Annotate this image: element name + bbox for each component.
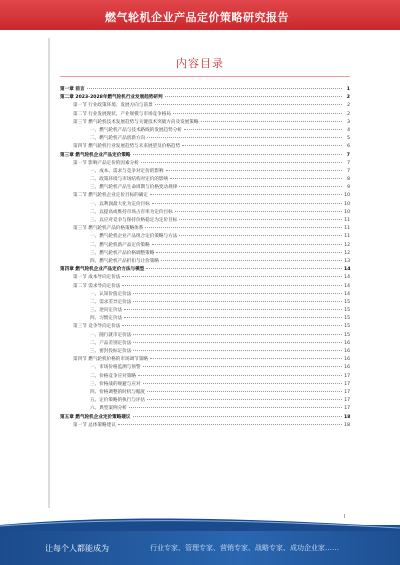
toc-entry-text: 一、认知价值定价法	[90, 291, 132, 297]
toc-entry-page: 4	[347, 127, 350, 133]
toc-entry-page: 1	[346, 87, 350, 92]
toc-entry-page: 7	[347, 168, 350, 174]
toc-leader-dots	[122, 325, 342, 326]
toc-entry[interactable]	[60, 381, 350, 389]
toc-leader-dots	[133, 293, 342, 294]
toc-entry-text: 第三章 燃气轮机企业产品定价策略	[60, 152, 131, 158]
toc-entry-page: 13	[344, 258, 350, 264]
toc-entry-text: 二、燃气轮机产品创新方向	[90, 136, 146, 142]
toc-leader-dots	[150, 194, 342, 195]
toc-entry[interactable]	[60, 160, 350, 168]
toc-leader-dots	[122, 276, 342, 277]
toc-entry-page: 12	[344, 250, 350, 256]
toc-entry-text: 四、燃气轮机产品折扣与让价策略	[90, 258, 159, 264]
toc-entry[interactable]	[60, 209, 350, 217]
toc-entry-page: 2	[347, 103, 350, 109]
toc-leader-dots	[143, 383, 342, 384]
toc-entry[interactable]	[60, 340, 350, 348]
footer-slogan: 让每个人都能成为	[45, 544, 109, 553]
toc-leader-dots	[124, 317, 342, 318]
toc-entry-text: 一、燃气轮机产品与技术路线的发展趋势分析	[90, 127, 182, 133]
toc-entry-text: 六、典型案例分析	[90, 406, 127, 412]
toc-leader-dots	[179, 186, 342, 187]
toc-entry-text: 三、密封投标定价法	[90, 349, 132, 354]
toc-entry-text: 三、逆向定价法	[90, 308, 123, 314]
toc-entry[interactable]	[60, 143, 350, 151]
toc-entry[interactable]	[60, 119, 350, 127]
toc-leader-dots	[152, 244, 342, 245]
toc-leader-dots	[150, 358, 342, 359]
toc-leader-dots	[147, 399, 342, 400]
toc-entry-text: 二、产品差别定价法	[90, 340, 132, 346]
toc-entry[interactable]	[60, 356, 350, 364]
toc-entry-page: 10	[344, 193, 350, 199]
page-number: I	[344, 514, 346, 520]
toc-entry-page: 15	[344, 316, 350, 322]
toc-entry-text: 第一节 总体策略建议	[73, 422, 116, 428]
toc-entry-page: 10	[344, 201, 350, 207]
toc-entry-page: 11	[344, 234, 350, 240]
toc-entry-page: 10	[344, 209, 350, 215]
toc-leader-dots	[133, 154, 342, 155]
toc-leader-dots	[129, 407, 342, 408]
toc-leader-dots	[175, 211, 342, 212]
toc-entry[interactable]	[60, 192, 350, 200]
toc-entry-page: 18	[344, 414, 351, 420]
toc-leader-dots	[138, 375, 342, 376]
toc-entry[interactable]	[60, 274, 350, 282]
toc-entry-page: 16	[344, 365, 350, 371]
toc-entry-text: 二、价格竞争应对策略	[90, 373, 136, 379]
toc-heading-rule	[60, 76, 350, 77]
toc-entry-text: 一、随行就市定价法	[90, 332, 132, 338]
toc-heading: 内容目录	[176, 57, 224, 70]
toc-leader-dots	[184, 129, 342, 130]
toc-entry-page: 17	[344, 373, 350, 379]
toc-entry-text: 第二节 行业发展现状、产业规模与市场竞争格局	[73, 111, 171, 117]
toc-leader-dots	[165, 96, 342, 97]
toc-leader-dots	[179, 219, 342, 220]
toc-leader-dots	[146, 268, 342, 269]
toc-entry-page: 18	[344, 422, 350, 428]
toc-entry-text: 三、价格战的规避与应对	[90, 381, 141, 387]
toc-entry[interactable]	[60, 135, 350, 143]
toc-leader-dots	[155, 104, 342, 105]
toc-entry-page: 11	[344, 218, 350, 223]
toc-entry[interactable]	[60, 315, 350, 323]
toc-entry[interactable]	[60, 176, 350, 184]
toc-entry-text: 五、定价策略的执行与评估	[90, 398, 146, 404]
toc-entry-text: 三、燃气轮机产品价格调整策略	[90, 250, 155, 256]
toc-entry-text: 一、燃气轮机企业产品组合定价策略与方法	[90, 234, 178, 240]
toc-leader-dots	[133, 301, 342, 302]
toc-entry[interactable]	[60, 414, 350, 422]
toc-entry-page: 8	[347, 177, 350, 183]
toc-entry-page: 14	[344, 275, 350, 281]
toc-entry-page: 15	[344, 324, 350, 330]
toc-entry-text: 四、习惯定价法	[90, 316, 123, 322]
toc-leader-dots	[133, 342, 342, 343]
toc-leader-dots	[145, 227, 342, 228]
toc-entry[interactable]	[60, 332, 350, 340]
toc-entry-page: 14	[344, 283, 350, 289]
toc-entry-text: 第五章 燃气轮机企业定价策略建议	[60, 414, 131, 420]
toc-entry-page: 17	[344, 398, 350, 404]
toc-entry[interactable]	[60, 373, 350, 381]
toc-entry-page: 6	[347, 144, 350, 150]
toc-entry[interactable]	[60, 405, 350, 413]
footer-wave	[0, 517, 400, 531]
toc-leader-dots	[147, 137, 342, 138]
toc-entry[interactable]	[60, 323, 350, 331]
toc-entry-page: 12	[344, 242, 350, 248]
toc-leader-dots	[122, 285, 342, 286]
toc-entry[interactable]	[60, 225, 350, 233]
toc-entry-text: 三、燃气轮机产品生命周期与价格变动规律	[90, 185, 178, 191]
toc-entry[interactable]	[60, 364, 350, 372]
toc-entry[interactable]	[60, 168, 350, 176]
toc-entry-page: 17	[344, 389, 350, 395]
toc-entry-text: 第一节 成本导向定价法	[73, 275, 121, 281]
toc-entry-text: 第二节 燃气轮机企业定价目标的确定	[73, 193, 148, 199]
toc-entry-page: 15	[344, 299, 350, 305]
toc-leader-dots	[201, 121, 343, 122]
toc-entry-text: 第一章 前言	[60, 87, 85, 92]
toc-entry[interactable]	[60, 201, 350, 209]
toc-leader-dots	[118, 424, 342, 425]
toc-entry-page: 16	[344, 340, 350, 346]
toc-entry[interactable]	[60, 291, 350, 299]
toc-entry[interactable]	[60, 217, 350, 225]
footer-roles: 行业专家、管理专家、营销专家、战略专家、成功企业家……	[150, 544, 339, 552]
toc-leader-dots	[161, 260, 342, 261]
toc-entry-page: 15	[344, 332, 350, 338]
toc-entry-text: 二、燃气轮机新产品定价策略	[90, 242, 150, 248]
toc-leader-dots	[141, 162, 342, 163]
toc-entry-page: 5	[347, 136, 350, 142]
toc-entry-text: 第三节 燃气轮机产品价格策略体系	[73, 226, 144, 232]
footer-banner	[0, 525, 400, 565]
toc-entry-text: 一、以利润最大化为定价目标	[90, 201, 150, 207]
toc-entry-text: 一、市场价格监测与预警	[90, 365, 141, 371]
toc-entry-page: 7	[346, 152, 350, 158]
toc-entry[interactable]	[60, 184, 350, 192]
table-of-contents	[60, 86, 350, 430]
toc-leader-dots	[173, 113, 342, 114]
toc-entry[interactable]	[60, 266, 350, 274]
toc-entry-page: 9	[347, 185, 350, 191]
toc-entry[interactable]	[60, 250, 350, 258]
toc-leader-dots	[182, 145, 342, 146]
toc-entry-page: 17	[344, 406, 350, 412]
toc-entry[interactable]	[60, 242, 350, 250]
toc-leader-dots	[166, 170, 342, 171]
toc-leader-dots	[133, 416, 342, 417]
toc-entry-text: 第一节 影响产品定价的因素分析	[73, 160, 139, 166]
side-divider	[48, 38, 50, 508]
toc-entry[interactable]	[60, 299, 350, 307]
toc-entry[interactable]	[60, 422, 350, 430]
toc-entry-text: 第四节 燃气轮机行业发展趋势与未来展望及价格趋势	[73, 144, 181, 150]
toc-entry-page: 14	[344, 291, 350, 297]
toc-entry-text: 第二章 2023-2028年燃气轮机行业发展趋势研判	[60, 95, 163, 101]
toc-entry[interactable]	[60, 152, 350, 160]
toc-entry-page: 2	[346, 95, 350, 101]
toc-entry[interactable]	[60, 389, 350, 397]
toc-entry-page: 16	[344, 357, 350, 363]
report-title: 燃气轮机企业产品定价策略研究报告	[105, 11, 289, 24]
toc-entry[interactable]	[60, 307, 350, 315]
toc-entry-text: 三、以应对竞争与保持价格稳定为定价目标	[90, 218, 178, 223]
toc-entry-text: 第三节 竞争导向定价法	[73, 324, 121, 330]
toc-entry-text: 二、需求差异定价法	[90, 299, 132, 305]
toc-leader-dots	[124, 309, 342, 310]
toc-leader-dots	[179, 235, 342, 236]
header-banner	[0, 0, 400, 30]
toc-leader-dots	[143, 366, 342, 367]
toc-entry-page: 11	[344, 226, 350, 232]
toc-entry-text: 二、政策环境与市场结构对定价的影响	[90, 177, 169, 183]
toc-leader-dots	[133, 334, 342, 335]
toc-entry-page: 17	[344, 381, 350, 387]
toc-entry[interactable]	[60, 258, 350, 266]
toc-entry[interactable]	[60, 127, 350, 135]
toc-leader-dots	[133, 350, 342, 351]
toc-entry[interactable]	[60, 233, 350, 241]
toc-entry-page: 2	[347, 111, 350, 117]
toc-entry[interactable]	[60, 348, 350, 356]
toc-leader-dots	[170, 178, 342, 179]
toc-entry[interactable]	[60, 397, 350, 405]
toc-entry-text: 第一节 行业政策环境、发展方向与前景	[73, 103, 153, 109]
toc-entry[interactable]	[60, 86, 350, 94]
toc-entry[interactable]	[60, 283, 350, 291]
toc-entry-page: 7	[347, 160, 350, 166]
toc-leader-dots	[156, 252, 342, 253]
toc-entry-text: 第二节 需求导向定价法	[73, 283, 121, 289]
toc-entry[interactable]	[60, 111, 350, 119]
toc-entry-text: 第四章 燃气轮机企业产品定价方法与模型	[60, 267, 145, 273]
toc-leader-dots	[152, 203, 342, 204]
toc-leader-dots	[87, 88, 342, 89]
toc-entry[interactable]	[60, 94, 350, 102]
toc-entry-text: 第三节 燃气轮机技术发展趋势与关键技术突破方向及发展策略	[73, 119, 199, 125]
toc-entry-page: 15	[344, 308, 350, 314]
toc-entry-page: 3	[347, 119, 350, 125]
toc-entry[interactable]	[60, 102, 350, 110]
toc-entry-text: 四、价格调整的时机与幅度	[90, 389, 146, 395]
toc-entry-page: 14	[344, 267, 351, 273]
toc-entry-text: 二、以提高或维持市场占有率为定价目标	[90, 209, 173, 215]
toc-leader-dots	[147, 391, 342, 392]
toc-entry-text: 一、成本、需求与竞争对定价的影响	[90, 168, 164, 174]
toc-entry-text: 第四节 燃气轮机价格的市场调节策略	[73, 357, 148, 363]
toc-entry-page: 16	[344, 349, 350, 354]
